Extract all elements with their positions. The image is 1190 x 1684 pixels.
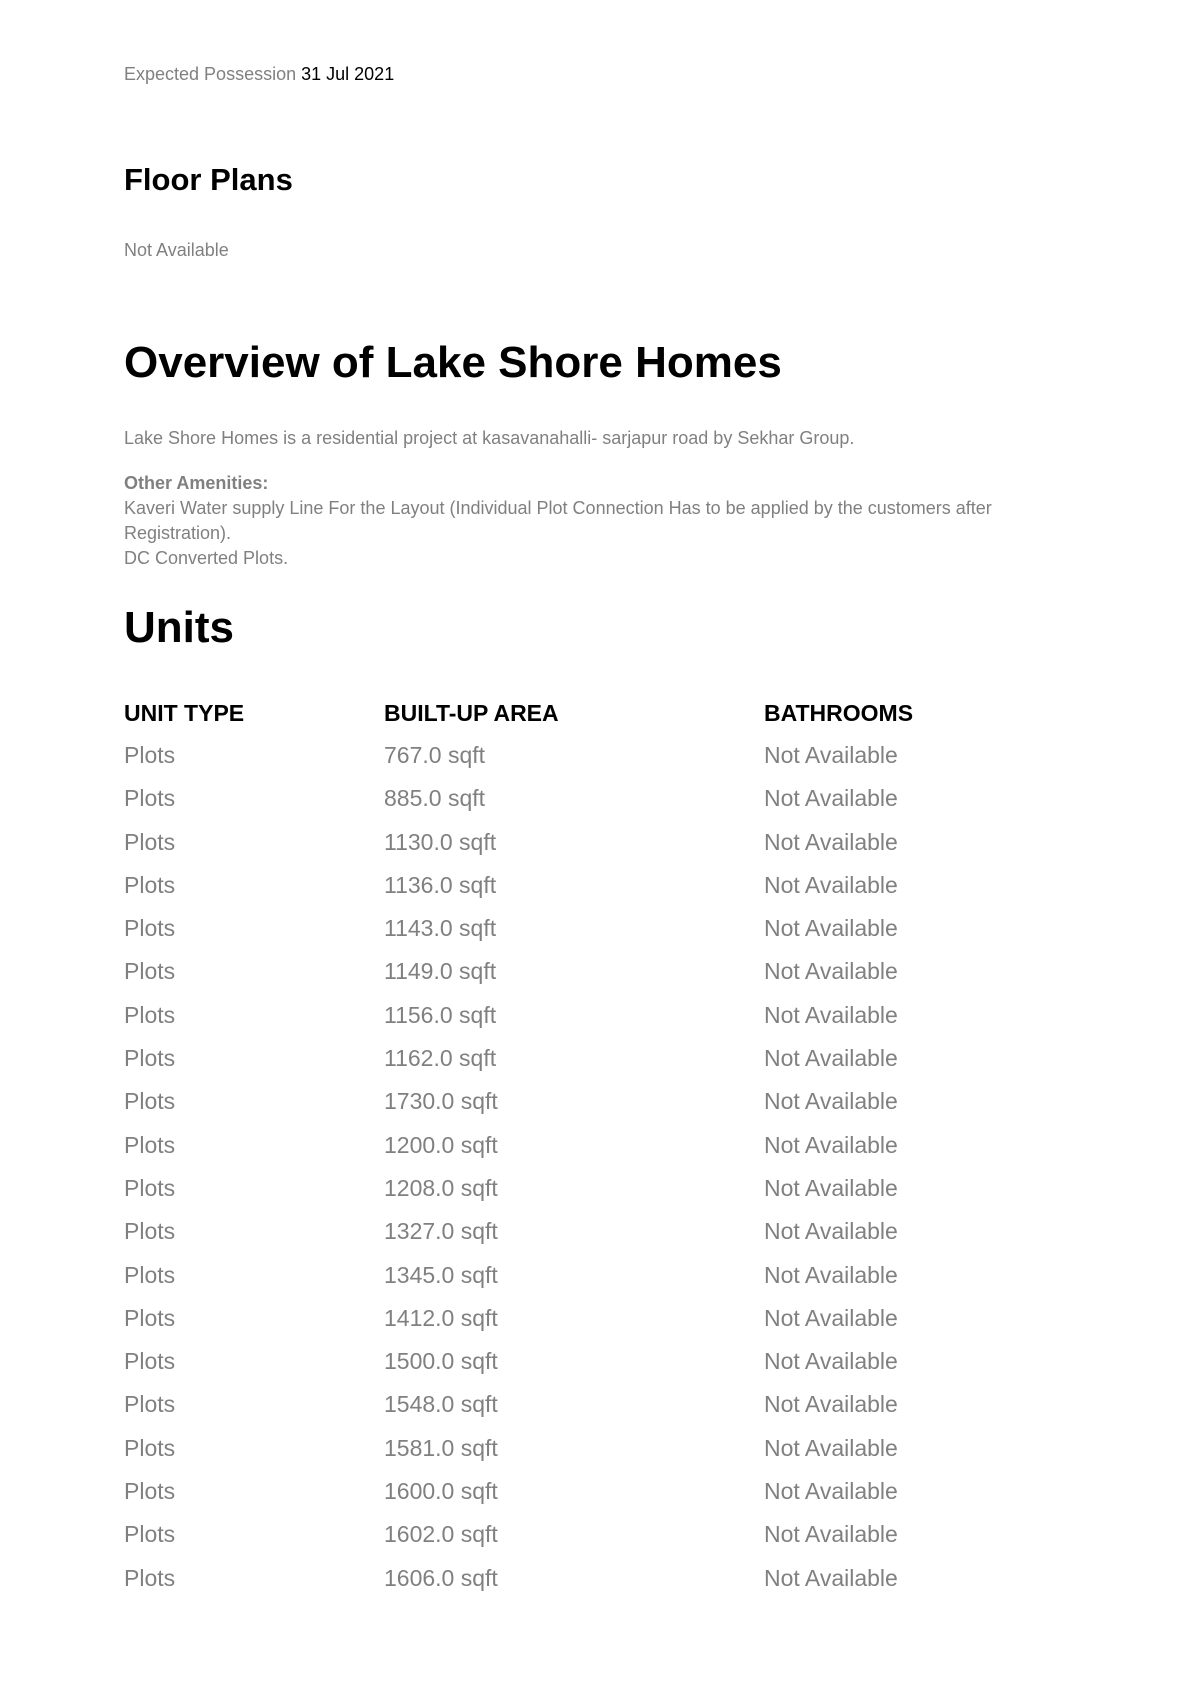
table-row bbox=[124, 1305, 1064, 1348]
table-row bbox=[124, 1262, 1064, 1305]
bathrooms-cell: Not Available bbox=[764, 828, 898, 855]
table-row bbox=[124, 1565, 1064, 1608]
unit-type-cell: Plots bbox=[124, 1218, 176, 1245]
built-up-area-cell: 1345.0 sqft bbox=[384, 1261, 498, 1288]
amenity-line: DC Converted Plots. bbox=[124, 548, 289, 568]
unit-type-cell: Plots bbox=[124, 1391, 176, 1418]
built-up-area-cell: 1600.0 sqft bbox=[384, 1478, 498, 1505]
table-row bbox=[124, 1348, 1064, 1391]
bathrooms-cell: Not Available bbox=[764, 1218, 898, 1245]
amenity-line: Kaveri Water supply Line For the Layout (Individual Plot Connection Has to be applied by the customers after Registration). bbox=[124, 498, 992, 543]
bathrooms-cell: Not Available bbox=[764, 958, 898, 985]
table-row bbox=[124, 742, 1064, 785]
table-row bbox=[124, 1478, 1064, 1521]
bathrooms-cell: Not Available bbox=[764, 785, 898, 812]
table-row bbox=[124, 1045, 1064, 1088]
units-header-row bbox=[124, 700, 1064, 742]
bathrooms-cell: Not Available bbox=[764, 1348, 898, 1375]
unit-type-cell: Plots bbox=[124, 828, 176, 855]
unit-type-cell: Plots bbox=[124, 1304, 176, 1331]
built-up-area-cell: 1412.0 sqft bbox=[384, 1304, 498, 1331]
built-up-area-cell: 1200.0 sqft bbox=[384, 1131, 498, 1158]
unit-type-cell: Plots bbox=[124, 1001, 176, 1028]
table-row bbox=[124, 958, 1064, 1001]
table-row bbox=[124, 1002, 1064, 1045]
table-row bbox=[124, 1391, 1064, 1434]
unit-type-cell: Plots bbox=[124, 1478, 176, 1505]
unit-type-cell: Plots bbox=[124, 785, 176, 812]
table-row bbox=[124, 1175, 1064, 1218]
units-table bbox=[124, 700, 1064, 1608]
header-built-up-area: BUILT-UP AREA bbox=[384, 700, 559, 726]
built-up-area-cell: 1143.0 sqft bbox=[384, 915, 497, 942]
unit-type-cell: Plots bbox=[124, 915, 176, 942]
amenities-title: Other Amenities: bbox=[124, 473, 269, 493]
unit-type-cell: Plots bbox=[124, 1261, 176, 1288]
built-up-area-cell: 1581.0 sqft bbox=[384, 1434, 498, 1461]
bathrooms-cell: Not Available bbox=[764, 1478, 898, 1505]
bathrooms-cell: Not Available bbox=[764, 1391, 898, 1418]
unit-type-cell: Plots bbox=[124, 1088, 176, 1115]
built-up-area-cell: 1149.0 sqft bbox=[384, 958, 497, 985]
table-row bbox=[124, 1521, 1064, 1564]
bathrooms-cell: Not Available bbox=[764, 1001, 898, 1028]
table-row bbox=[124, 1132, 1064, 1175]
unit-type-cell: Plots bbox=[124, 1521, 176, 1548]
header-bathrooms: BATHROOMS bbox=[764, 700, 914, 726]
table-row bbox=[124, 872, 1064, 915]
overview-heading: Overview of Lake Shore Homes bbox=[124, 338, 782, 387]
built-up-area-cell: 1208.0 sqft bbox=[384, 1174, 498, 1201]
header-unit-type: UNIT TYPE bbox=[124, 700, 245, 726]
bathrooms-cell: Not Available bbox=[764, 1304, 898, 1331]
built-up-area-cell: 1602.0 sqft bbox=[384, 1521, 498, 1548]
overview-description: Lake Shore Homes is a residential project at kasavanahalli- sarjapur road by Sekhar Group. bbox=[124, 428, 855, 448]
unit-type-cell: Plots bbox=[124, 1045, 176, 1072]
bathrooms-cell: Not Available bbox=[764, 1045, 898, 1072]
floor-plans-status: Not Available bbox=[124, 240, 229, 260]
units-heading: Units bbox=[124, 603, 234, 652]
unit-type-cell: Plots bbox=[124, 871, 176, 898]
built-up-area-cell: 1500.0 sqft bbox=[384, 1348, 498, 1375]
unit-type-cell: Plots bbox=[124, 1348, 176, 1375]
unit-type-cell: Plots bbox=[124, 742, 176, 768]
other-amenities bbox=[124, 471, 1074, 571]
bathrooms-cell: Not Available bbox=[764, 915, 898, 942]
table-row bbox=[124, 785, 1064, 828]
bathrooms-cell: Not Available bbox=[764, 1131, 898, 1158]
table-row bbox=[124, 1088, 1064, 1131]
built-up-area-cell: 1606.0 sqft bbox=[384, 1564, 498, 1591]
bathrooms-cell: Not Available bbox=[764, 1564, 898, 1591]
bathrooms-cell: Not Available bbox=[764, 1434, 898, 1461]
possession-date: 31 Jul 2021 bbox=[301, 64, 395, 84]
built-up-area-cell: 767.0 sqft bbox=[384, 742, 486, 768]
built-up-area-cell: 1548.0 sqft bbox=[384, 1391, 498, 1418]
unit-type-cell: Plots bbox=[124, 1434, 176, 1461]
built-up-area-cell: 1327.0 sqft bbox=[384, 1218, 498, 1245]
bathrooms-cell: Not Available bbox=[764, 1174, 898, 1201]
built-up-area-cell: 1162.0 sqft bbox=[384, 1045, 497, 1072]
table-row bbox=[124, 829, 1064, 872]
built-up-area-cell: 1730.0 sqft bbox=[384, 1088, 498, 1115]
possession-label: Expected Possession bbox=[124, 64, 297, 84]
bathrooms-cell: Not Available bbox=[764, 1088, 898, 1115]
unit-type-cell: Plots bbox=[124, 1174, 176, 1201]
built-up-area-cell: 1130.0 sqft bbox=[384, 828, 497, 855]
bathrooms-cell: Not Available bbox=[764, 1261, 898, 1288]
unit-type-cell: Plots bbox=[124, 958, 176, 985]
table-row bbox=[124, 1435, 1064, 1478]
floor-plans-heading: Floor Plans bbox=[124, 162, 293, 197]
bathrooms-cell: Not Available bbox=[764, 871, 898, 898]
built-up-area-cell: 885.0 sqft bbox=[384, 785, 486, 812]
unit-type-cell: Plots bbox=[124, 1564, 176, 1591]
bathrooms-cell: Not Available bbox=[764, 1521, 898, 1548]
unit-type-cell: Plots bbox=[124, 1131, 176, 1158]
built-up-area-cell: 1136.0 sqft bbox=[384, 871, 497, 898]
table-row bbox=[124, 915, 1064, 958]
expected-possession bbox=[124, 64, 394, 85]
built-up-area-cell: 1156.0 sqft bbox=[384, 1001, 497, 1028]
bathrooms-cell: Not Available bbox=[764, 742, 898, 768]
table-row bbox=[124, 1218, 1064, 1261]
